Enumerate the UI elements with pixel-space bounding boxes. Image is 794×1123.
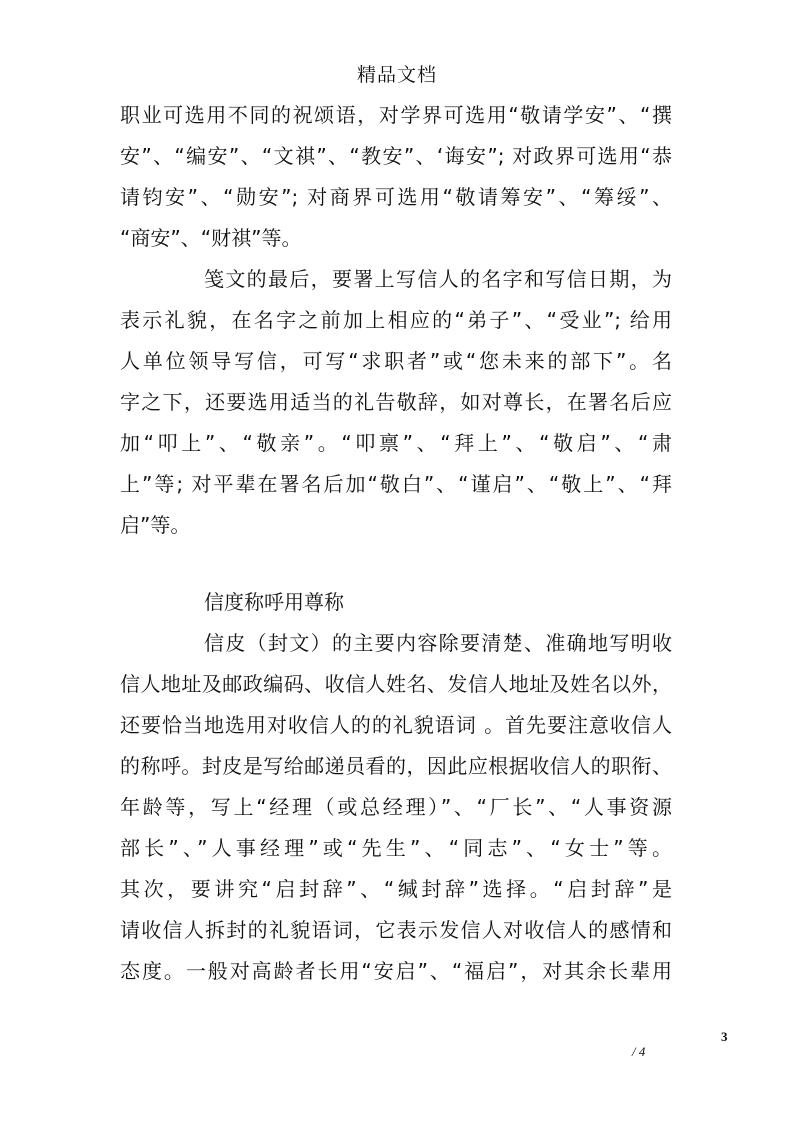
text-line: 部长”、”人事经理”或“先生”、“同志”、“女士”等。 — [120, 836, 672, 860]
text-line: 请钧安”、“勋安”; 对商界可选用“敬请筹安”、“筹绥”、 — [120, 185, 672, 209]
text-line: 启”等。 — [120, 513, 191, 537]
text-line: 笺文的最后，要署上写信人的名字和写信日期，为 — [204, 267, 672, 291]
text-line: 人单位领导写信，可写“求职者”或“您未来的部下”。名 — [120, 349, 672, 373]
text-line: 年龄等，写上“经理（或总经理）”、“厂长”、“人事资源 — [120, 795, 672, 819]
paragraph-2 — [120, 259, 672, 546]
section-title: 信度称呼用尊称 — [204, 590, 344, 614]
text-line: 字之下，还要选用适当的礼告敬辞，如对尊长，在署名后应 — [120, 390, 672, 414]
text-line: 职业可选用不同的祝颂语，对学界可选用“敬请学安”、“撰 — [120, 103, 672, 127]
document-body — [120, 95, 672, 992]
text-line: 其次，要讲究“启封辞”、“缄封辞”选择。“启封辞”是 — [120, 877, 672, 901]
paragraph-gap — [120, 546, 672, 582]
text-line: 安”、“编安”、“文祺”、“教安”、‘诲安”; 对政界可选用“恭 — [120, 144, 672, 168]
text-line: 上”等; 对平辈在署名后加“敬白”、“谨启”、“敬上”、“拜 — [120, 472, 672, 496]
text-line: 请收信人拆封的礼貌语词，它表示发信人对收信人的感情和 — [120, 918, 672, 942]
paragraph-1 — [120, 95, 672, 259]
text-line: 的称呼。封皮是写给邮递员看的，因此应根据收信人的职衔、 — [120, 754, 672, 778]
page-number: 3 — [721, 1029, 728, 1044]
text-line: 还要恰当地选用对收信人的的礼貌语词 。首先要注意收信人 — [120, 713, 672, 737]
page-total: / 4 — [632, 1044, 646, 1059]
text-line: 信皮（封文）的主要内容除要清楚、准确地写明收 — [204, 631, 672, 655]
text-line: 表示礼貌，在名字之前加上相应的“弟子”、“受业”; 给用 — [120, 308, 672, 332]
text-line: 信人地址及邮政编码、收信人姓名、发信人地址及姓名以外， — [120, 672, 672, 696]
text-line: 态度。一般对高龄者长用“安启”、“福启”，对其余长辈用 — [120, 959, 672, 983]
text-line: 加“叩上”、“敬亲”。“叩禀”、“拜上”、“敬启”、“肃 — [120, 431, 672, 455]
document-header-title: 精品文档 — [356, 64, 437, 86]
text-line: “商安”、“财祺”等。 — [120, 226, 302, 250]
paragraph-3 — [120, 623, 672, 992]
